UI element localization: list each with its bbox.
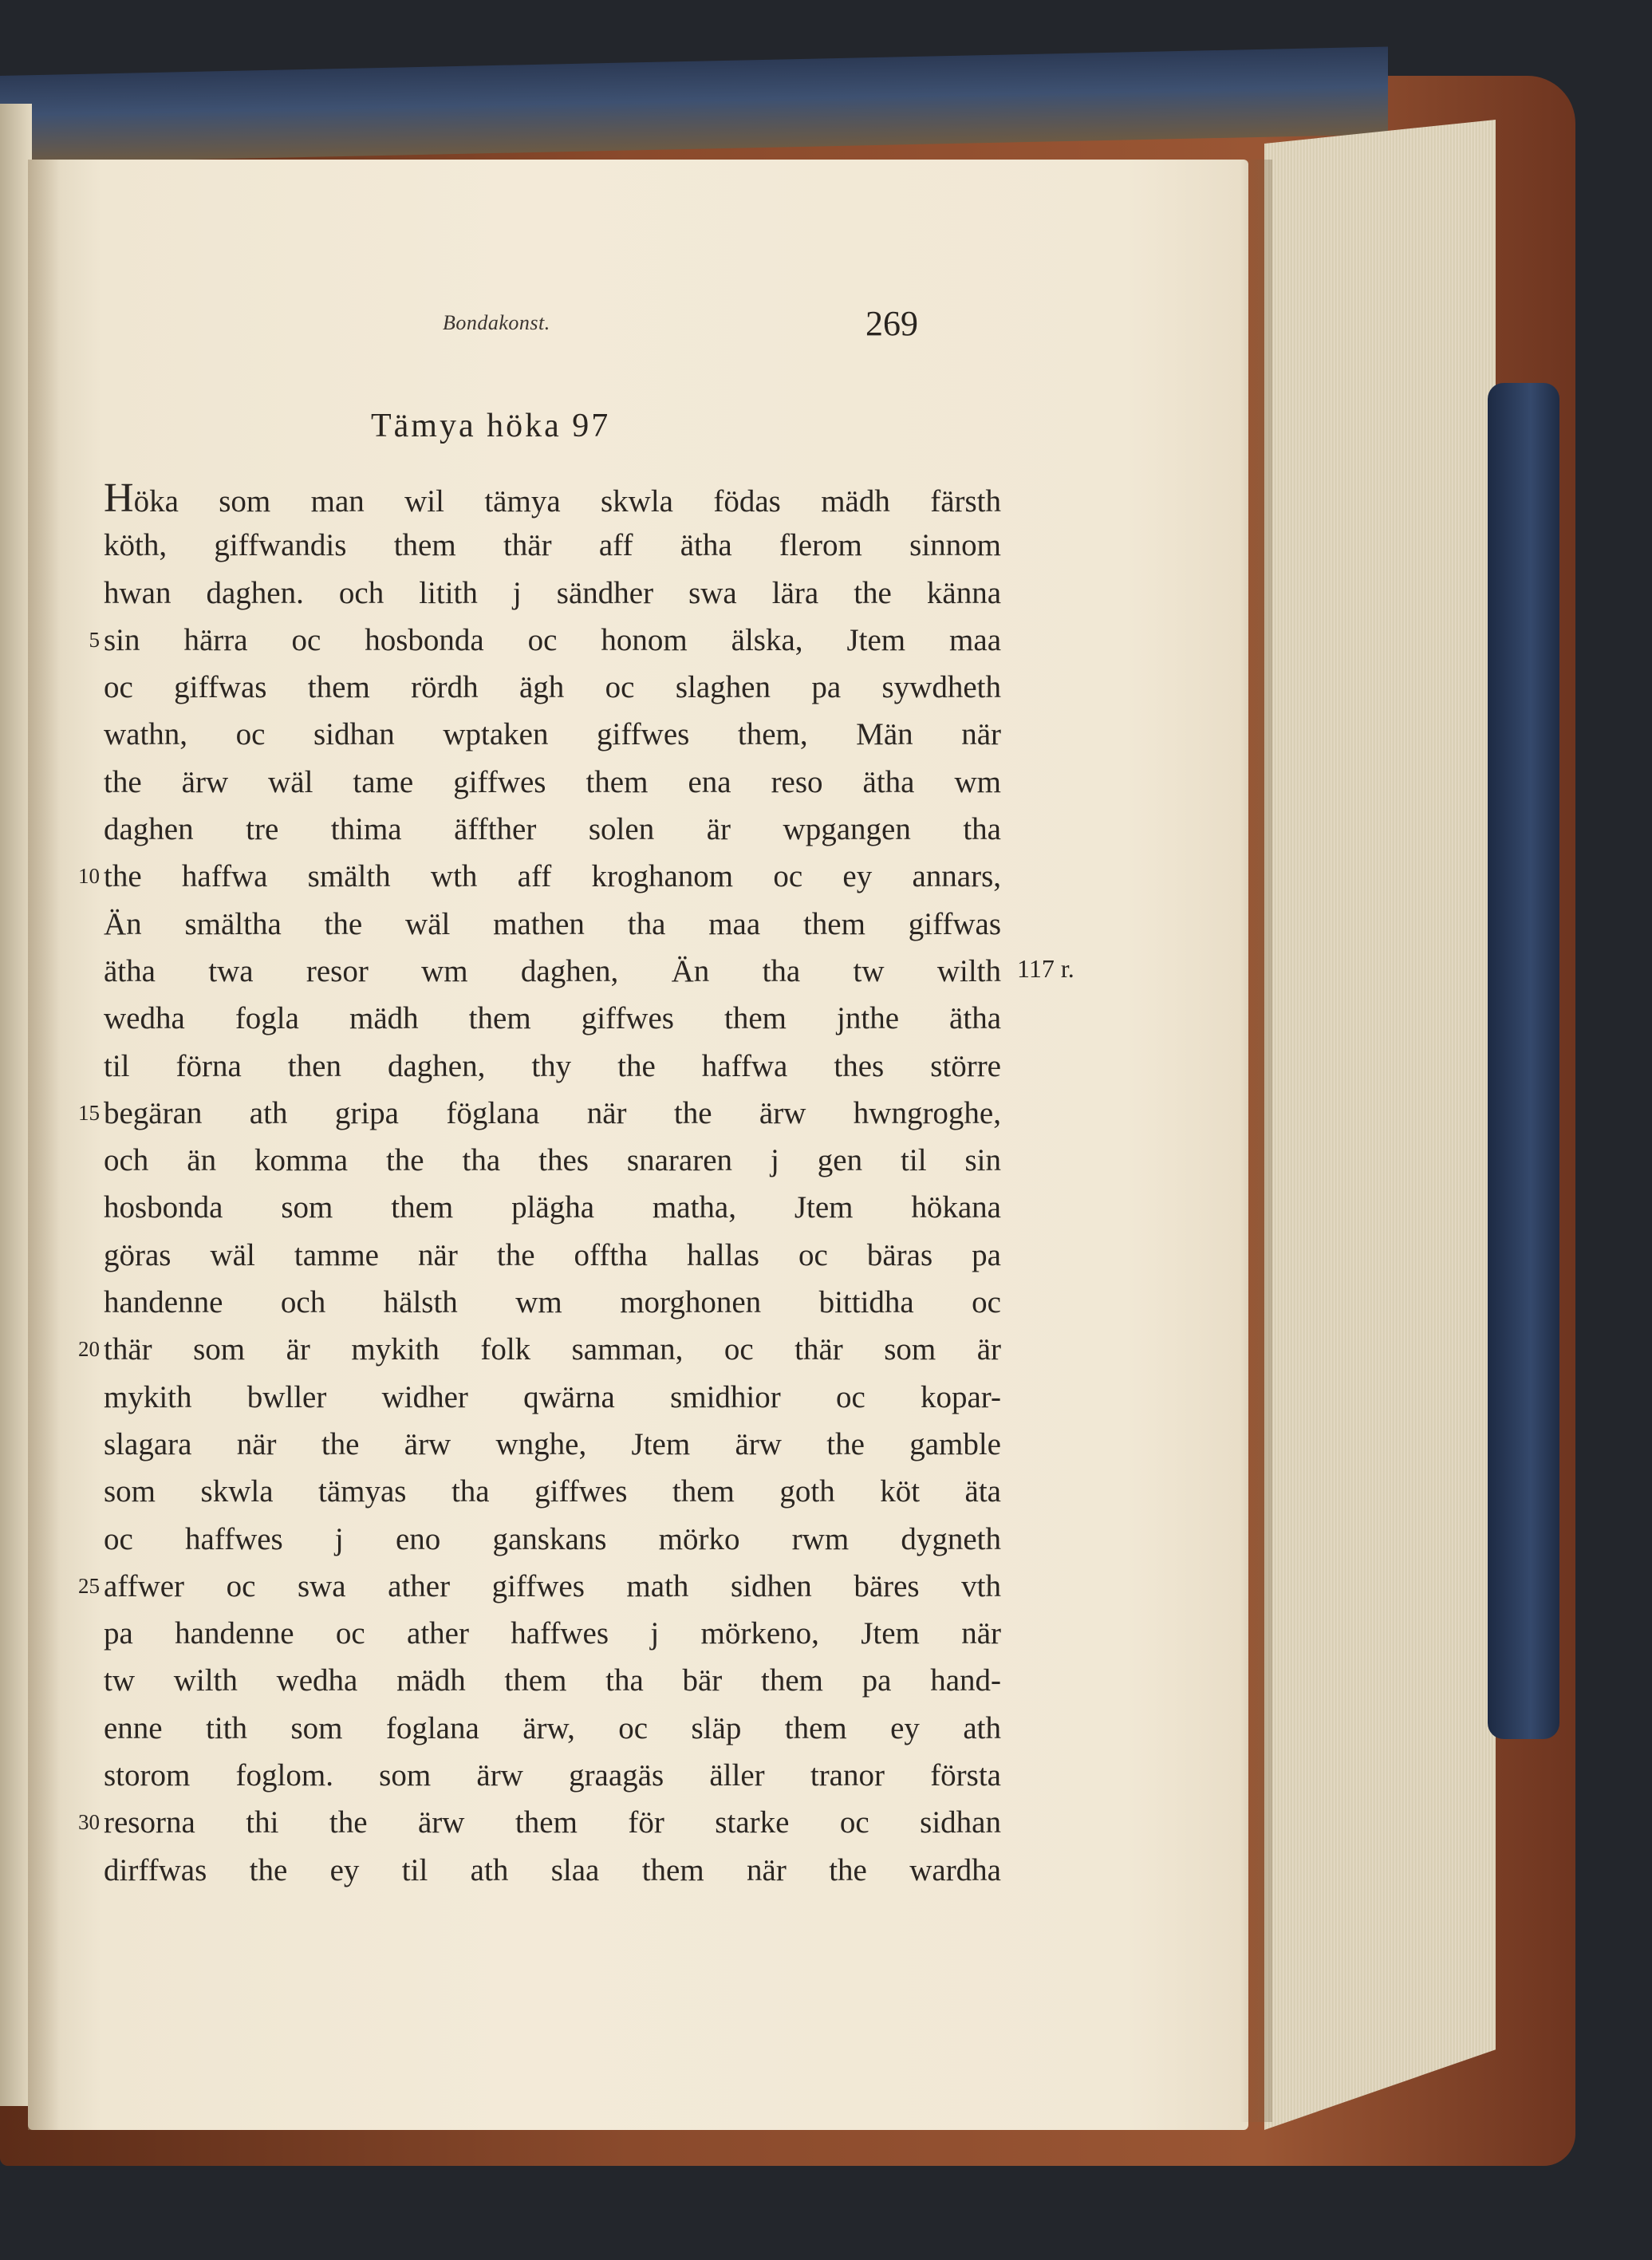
line-number: 30 bbox=[78, 1810, 100, 1835]
text-line: wedha fogla mädh them giffwes them jnthe ätha bbox=[104, 1001, 1001, 1036]
text-line: til förna then daghen, thy the haffwa thes större bbox=[104, 1048, 1001, 1083]
text-line: resorna thi the ärw them för starke oc sidhan bbox=[104, 1805, 1001, 1840]
text-line: hosbonda som them plägha matha, Jtem hökana bbox=[104, 1190, 1001, 1225]
line-number: 25 bbox=[78, 1573, 100, 1598]
text-line: the haffwa smälth wth aff kroghanom oc ey annars, bbox=[104, 859, 1001, 894]
page-gutter bbox=[28, 160, 60, 2130]
text-line: daghen tre thima äffther solen är wpgangen tha bbox=[104, 812, 1001, 847]
text-line: affwer oc swa ather giffwes math sidhen bäres vth bbox=[104, 1568, 1001, 1603]
left-page-edge bbox=[0, 104, 32, 2106]
text-line: Höka som man wil tämya skwla födas mädh färsth bbox=[104, 475, 1001, 521]
text-line: hwan daghen. och litith j sändher swa lära the känna bbox=[104, 575, 1001, 610]
text-line: dirffwas the ey til ath slaa them när the wardha bbox=[104, 1852, 1001, 1887]
book-page bbox=[28, 160, 1248, 2130]
text-line: Än smältha the wäl mathen tha maa them giffwas bbox=[104, 906, 1001, 941]
text-line: handenne och hälsth wm morghonen bittidha oc bbox=[104, 1285, 1001, 1320]
running-title: Bondakonst. bbox=[443, 311, 550, 334]
text-line: begäran ath gripa föglana när the ärw hwngroghe, bbox=[104, 1095, 1001, 1130]
text-line: ätha twa resor wm daghen, Än tha tw wilth bbox=[104, 953, 1001, 988]
text-line: oc giffwas them rördh ägh oc slaghen pa sywdheth bbox=[104, 670, 1001, 705]
line-number: 20 bbox=[78, 1337, 100, 1362]
text-line: thär som är mykith folk samman, oc thär som är bbox=[104, 1332, 1001, 1367]
page-number: 269 bbox=[865, 304, 918, 343]
text-line: och än komma the tha thes snararen j gen til sin bbox=[104, 1143, 1001, 1178]
page-shadow bbox=[1240, 160, 1272, 2122]
text-line: storom foglom. som ärw graagäs äller tranor första bbox=[104, 1758, 1001, 1793]
text-line: pa handenne oc ather haffwes j mörkeno, Jtem när bbox=[104, 1616, 1001, 1651]
text-line: slagara när the ärw wnghe, Jtem ärw the gamble bbox=[104, 1426, 1001, 1461]
body-text bbox=[104, 475, 1001, 1894]
line-number: 10 bbox=[78, 864, 100, 889]
text-line: wathn, oc sidhan wptaken giffwes them, Män när bbox=[104, 717, 1001, 752]
spine-edge bbox=[1488, 383, 1559, 1739]
section-heading: Tämya höka 97 bbox=[371, 408, 611, 444]
text-line: the ärw wäl tame giffwes them ena reso ätha wm bbox=[104, 764, 1001, 799]
text-line: göras wäl tamme när the offtha hallas oc bäras pa bbox=[104, 1237, 1001, 1272]
page-block-edge bbox=[1264, 120, 1496, 2130]
text-line: sin härra oc hosbonda oc honom älska, Jtem maa bbox=[104, 622, 1001, 657]
text-line: köth, giffwandis them thär aff ätha flerom sinnom bbox=[104, 528, 1001, 563]
text-line: mykith bwller widher qwärna smidhior oc kopar- bbox=[104, 1379, 1001, 1414]
text-line: tw wilth wedha mädh them tha bär them pa hand- bbox=[104, 1663, 1001, 1698]
line-number: 15 bbox=[78, 1100, 100, 1125]
text-line: enne tith som foglana ärw, oc släp them ey ath bbox=[104, 1710, 1001, 1745]
text-line: oc haffwes j eno ganskans mörko rwm dygneth bbox=[104, 1521, 1001, 1556]
initial-letter: H bbox=[104, 475, 134, 521]
folio-reference: 117 r. bbox=[1017, 954, 1074, 983]
line-number: 5 bbox=[89, 627, 100, 652]
text-line: som skwla tämyas tha giffwes them goth köt äta bbox=[104, 1474, 1001, 1509]
